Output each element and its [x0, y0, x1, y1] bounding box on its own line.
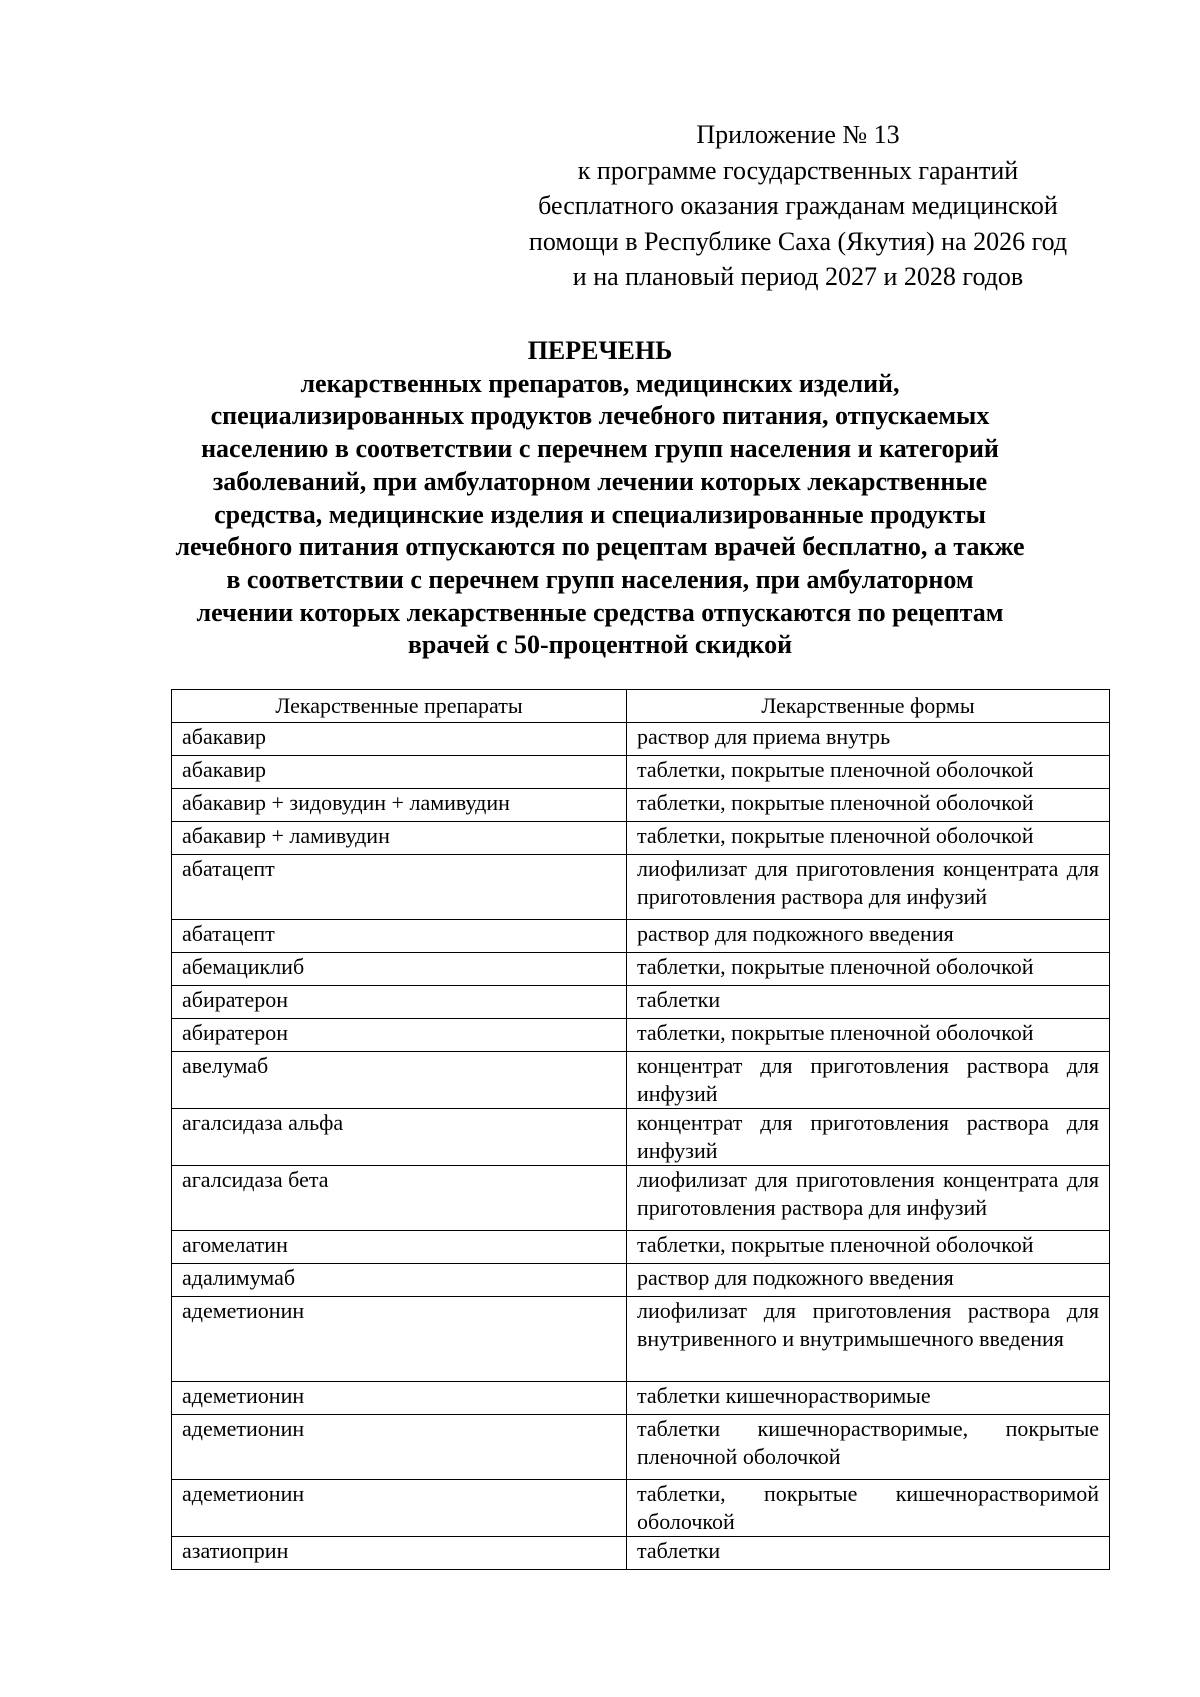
drug-name: адеметионин	[172, 1382, 627, 1415]
drug-name: адеметионин	[172, 1297, 627, 1382]
table-row	[172, 953, 1110, 986]
drug-name: адеметионин	[172, 1415, 627, 1480]
column-header-drugs: Лекарственные препараты	[172, 690, 627, 723]
table-row	[172, 1052, 1110, 1109]
drug-name: абатацепт	[172, 855, 627, 920]
table-row	[172, 1264, 1110, 1297]
drug-name: абакавир	[172, 756, 627, 789]
table-row	[172, 789, 1110, 822]
drug-name: абакавир	[172, 723, 627, 756]
table-row	[172, 855, 1110, 920]
drug-form: концентрат для приготовления раствора для инфузий	[627, 1109, 1110, 1166]
drug-name: абиратерон	[172, 986, 627, 1019]
drug-form: таблетки, покрытые пленочной оболочкой	[627, 789, 1110, 822]
title-line: средства, медицинские изделия и специализированные продукты	[214, 499, 986, 529]
table-row	[172, 1231, 1110, 1264]
drug-form: раствор для подкожного введения	[627, 1264, 1110, 1297]
drug-form: раствор для подкожного введения	[627, 920, 1110, 953]
appendix-line: и на плановый период 2027 и 2028 годов	[572, 262, 1024, 291]
title-line: в соответствии с перечнем групп населения, при амбулаторном	[226, 564, 974, 594]
appendix-line: к программе государственных гарантий	[577, 155, 1019, 185]
appendix-line: бесплатного оказания гражданам медицинской	[538, 191, 1058, 220]
appendix-number: Приложение № 13	[696, 120, 900, 149]
drug-name: абакавир + зидовудин + ламивудин	[172, 789, 627, 822]
table-row	[172, 723, 1110, 756]
drug-form: раствор для приема внутрь	[627, 723, 1110, 756]
table-row	[172, 822, 1110, 855]
drug-table	[171, 689, 1110, 1570]
title-line: лечебного питания отпускаются по рецептам врачей бесплатно, а также	[175, 532, 1025, 562]
drug-name: абиратерон	[172, 1019, 627, 1052]
drug-name: авелумаб	[172, 1052, 627, 1109]
appendix-header	[490, 117, 1106, 295]
drug-form: таблетки, покрытые пленочной оболочкой	[627, 1019, 1110, 1052]
table-row	[172, 1166, 1110, 1231]
drug-form: таблетки, покрытые пленочной оболочкой	[627, 1231, 1110, 1264]
title-heading: ПЕРЕЧЕНЬ	[527, 336, 673, 365]
table-row	[172, 756, 1110, 789]
table-row	[172, 1480, 1110, 1537]
column-header-forms: Лекарственные формы	[627, 690, 1110, 723]
drug-form: таблетки, покрытые кишечнорастворимой оболочкой	[627, 1480, 1110, 1537]
drug-form: таблетки	[627, 986, 1110, 1019]
drug-name: адалимумаб	[172, 1264, 627, 1297]
table-row	[172, 920, 1110, 953]
drug-name: агалсидаза альфа	[172, 1109, 627, 1166]
table-row	[172, 1297, 1110, 1382]
drug-name: азатиоприн	[172, 1537, 627, 1570]
drug-name: адеметионин	[172, 1480, 627, 1537]
drug-form: лиофилизат для приготовления концентрата для приготовления раствора для инфузий	[627, 855, 1110, 920]
title-line: заболеваний, при амбулаторном лечении которых лекарственные	[212, 466, 988, 496]
title-line: лекарственных препаратов, медицинских изделий,	[300, 368, 900, 398]
table-row	[172, 1382, 1110, 1415]
drug-name: агалсидаза бета	[172, 1166, 627, 1231]
table-row	[172, 986, 1110, 1019]
drug-name: абакавир + ламивудин	[172, 822, 627, 855]
table-row	[172, 1537, 1110, 1570]
drug-name: абемациклиб	[172, 953, 627, 986]
drug-form: лиофилизат для приготовления раствора для внутривенного и внутримышечного введения	[627, 1297, 1110, 1382]
drug-form: лиофилизат для приготовления концентрата для приготовления раствора для инфузий	[627, 1166, 1110, 1231]
appendix-line: помощи в Республике Саха (Якутия) на 2026 год	[528, 226, 1068, 256]
table-row	[172, 1415, 1110, 1480]
drug-form: таблетки, покрытые пленочной оболочкой	[627, 822, 1110, 855]
table-header-row	[172, 690, 1110, 723]
title-line: лечении которых лекарственные средства отпускаются по рецептам	[196, 597, 1004, 627]
document-title	[150, 335, 1050, 662]
title-line: специализированных продуктов лечебного питания, отпускаемых	[210, 401, 990, 431]
drug-name: абатацепт	[172, 920, 627, 953]
title-line: врачей с 50-процентной скидкой	[407, 630, 793, 660]
drug-form: таблетки, покрытые пленочной оболочкой	[627, 756, 1110, 789]
drug-name: агомелатин	[172, 1231, 627, 1264]
drug-form: концентрат для приготовления раствора для инфузий	[627, 1052, 1110, 1109]
title-line: населению в соответствии с перечнем групп населения и категорий	[201, 434, 999, 464]
drug-form: таблетки кишечнорастворимые, покрытые пленочной оболочкой	[627, 1415, 1110, 1480]
drug-form: таблетки	[627, 1537, 1110, 1570]
drug-form: таблетки кишечнорастворимые	[627, 1382, 1110, 1415]
table-row	[172, 1109, 1110, 1166]
table-row	[172, 1019, 1110, 1052]
drug-form: таблетки, покрытые пленочной оболочкой	[627, 953, 1110, 986]
